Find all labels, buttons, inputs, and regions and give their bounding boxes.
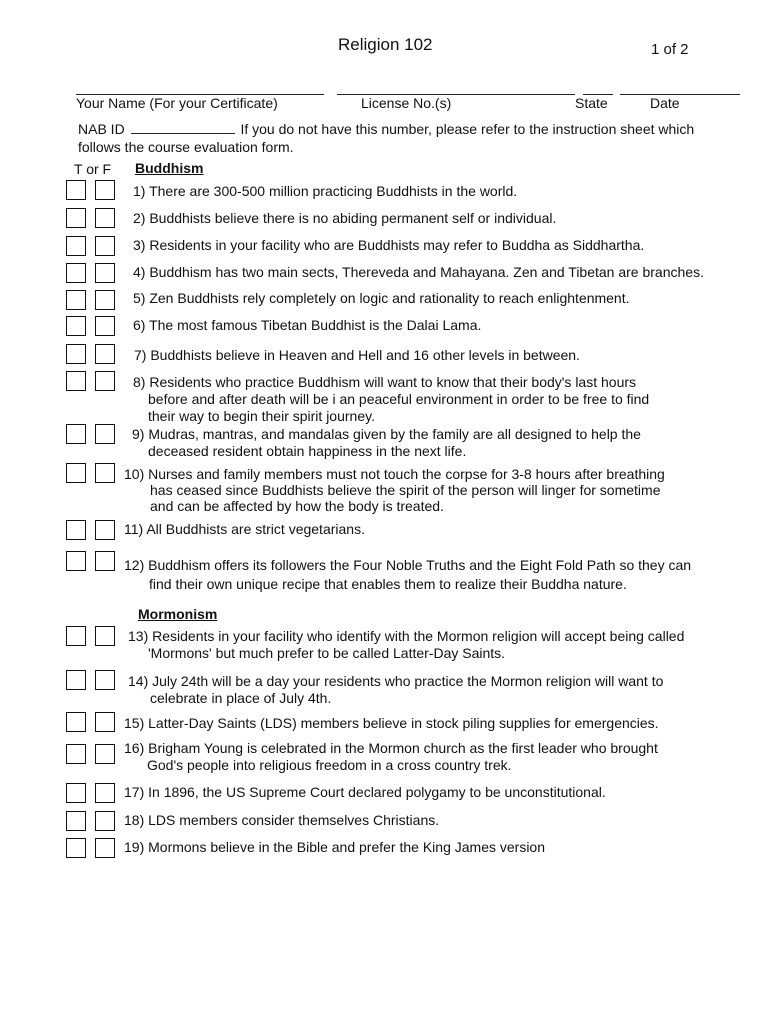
question-9 bbox=[132, 426, 641, 460]
section-heading-mormonism: Mormonism bbox=[138, 606, 218, 622]
question-13-line: 13) Residents in your facility who identify with the Mormon religion will accept being called bbox=[128, 628, 685, 644]
q3-false-checkbox[interactable] bbox=[95, 236, 115, 256]
question-17-line: 17) In 1896, the US Supreme Court declared polygamy to be unconstitutional. bbox=[124, 784, 606, 800]
q2-false-checkbox[interactable] bbox=[95, 208, 115, 228]
question-17 bbox=[124, 784, 606, 801]
question-5 bbox=[133, 290, 630, 307]
question-9-line: 9) Mudras, mantras, and mandalas given by the family are all designed to help the bbox=[132, 426, 641, 442]
q19-true-checkbox[interactable] bbox=[66, 838, 86, 858]
question-12-line: find their own unique recipe that enables them to realize their Buddha nature. bbox=[149, 576, 627, 592]
question-13 bbox=[128, 628, 684, 662]
q13-false-checkbox[interactable] bbox=[95, 626, 115, 646]
q16-true-checkbox[interactable] bbox=[66, 744, 86, 764]
question-2-line: 2) Buddhists believe there is no abiding permanent self or individual. bbox=[133, 210, 557, 226]
question-12-line: 12) Buddhism offers its followers the Four Noble Truths and the Eight Fold Path so they can bbox=[124, 557, 692, 573]
question-19-line: 19) Mormons believe in the Bible and prefer the King James version bbox=[124, 839, 545, 855]
q3-true-checkbox[interactable] bbox=[66, 236, 86, 256]
question-8-line: 8) Residents who practice Buddhism will want to know that their body's last hours bbox=[133, 374, 637, 390]
question-8-line: their way to begin their spirit journey. bbox=[148, 408, 375, 424]
q12-true-checkbox[interactable] bbox=[66, 551, 86, 571]
state-field-label: State bbox=[575, 95, 608, 111]
q1-false-checkbox[interactable] bbox=[95, 180, 115, 200]
q19-false-checkbox[interactable] bbox=[95, 838, 115, 858]
date-field-line[interactable] bbox=[620, 94, 740, 95]
question-1-line: 1) There are 300-500 million practicing Buddhists in the world. bbox=[133, 183, 518, 199]
question-16 bbox=[124, 740, 658, 774]
q8-false-checkbox[interactable] bbox=[95, 371, 115, 391]
q14-true-checkbox[interactable] bbox=[66, 670, 86, 690]
q5-true-checkbox[interactable] bbox=[66, 290, 86, 310]
question-8-line: before and after death will be i an peaceful environment in order to be free to find bbox=[148, 391, 650, 407]
q10-true-checkbox[interactable] bbox=[66, 463, 86, 483]
q6-true-checkbox[interactable] bbox=[66, 316, 86, 336]
q9-false-checkbox[interactable] bbox=[95, 424, 115, 444]
q15-true-checkbox[interactable] bbox=[66, 712, 86, 732]
q5-false-checkbox[interactable] bbox=[95, 290, 115, 310]
question-4-line: 4) Buddhism has two main sects, Thereveda and Mahayana. Zen and Tibetan are branches. bbox=[133, 264, 704, 280]
q11-false-checkbox[interactable] bbox=[95, 520, 115, 540]
q18-true-checkbox[interactable] bbox=[66, 811, 86, 831]
page-title: Religion 102 bbox=[338, 35, 433, 54]
nab-id-text-line1: If you do not have this number, please refer to the instruction sheet which bbox=[240, 121, 695, 137]
q8-true-checkbox[interactable] bbox=[66, 371, 86, 391]
question-12 bbox=[124, 556, 691, 594]
q15-false-checkbox[interactable] bbox=[95, 712, 115, 732]
question-7 bbox=[134, 347, 580, 364]
question-14-line: 14) July 24th will be a day your residents who practice the Mormon religion will want to bbox=[128, 673, 664, 689]
q18-false-checkbox[interactable] bbox=[95, 811, 115, 831]
question-16-line: 16) Brigham Young is celebrated in the Mormon church as the first leader who brought bbox=[124, 740, 658, 756]
question-10-line: and can be affected by how the body is treated. bbox=[150, 498, 444, 514]
date-field-label: Date bbox=[650, 95, 680, 111]
question-4 bbox=[133, 264, 704, 281]
question-3 bbox=[133, 237, 644, 254]
q12-false-checkbox[interactable] bbox=[95, 551, 115, 571]
question-15-line: 15) Latter-Day Saints (LDS) members believe in stock piling supplies for emergencies. bbox=[124, 715, 659, 731]
question-16-line: God's people into religious freedom in a cross country trek. bbox=[147, 757, 512, 773]
question-10-line: has ceased since Buddhists believe the spirit of the person will linger for sometime bbox=[150, 482, 661, 498]
question-6-line: 6) The most famous Tibetan Buddhist is the Dalai Lama. bbox=[133, 317, 482, 333]
name-field-label: Your Name (For your Certificate) bbox=[76, 95, 278, 111]
q7-true-checkbox[interactable] bbox=[66, 344, 86, 364]
q17-false-checkbox[interactable] bbox=[95, 783, 115, 803]
license-field-label: License No.(s) bbox=[361, 95, 452, 111]
question-15 bbox=[124, 715, 659, 732]
question-2 bbox=[133, 210, 556, 227]
question-14 bbox=[128, 673, 663, 707]
question-18 bbox=[124, 812, 439, 829]
question-5-line: 5) Zen Buddhists rely completely on logic and rationality to reach enlightenment. bbox=[133, 290, 630, 306]
true-false-column-label: T or F bbox=[74, 161, 112, 177]
question-13-line: 'Mormons' but much prefer to be called Latter-Day Saints. bbox=[148, 645, 506, 661]
question-18-line: 18) LDS members consider themselves Christians. bbox=[124, 812, 440, 828]
question-9-line: deceased resident obtain happiness in the next life. bbox=[148, 443, 467, 459]
q7-false-checkbox[interactable] bbox=[95, 344, 115, 364]
nab-id-label: NAB ID bbox=[78, 121, 125, 137]
nab-id-instructions bbox=[78, 120, 748, 156]
question-10-line: 10) Nurses and family members must not touch the corpse for 3-8 hours after breathing bbox=[124, 466, 665, 482]
nab-id-field[interactable] bbox=[131, 121, 235, 134]
nab-id-text-line2: follows the course evaluation form. bbox=[78, 139, 294, 155]
q9-true-checkbox[interactable] bbox=[66, 424, 86, 444]
question-7-line: 7) Buddhists believe in Heaven and Hell and 16 other levels in between. bbox=[134, 347, 580, 363]
q6-false-checkbox[interactable] bbox=[95, 316, 115, 336]
q1-true-checkbox[interactable] bbox=[66, 180, 86, 200]
q4-true-checkbox[interactable] bbox=[66, 263, 86, 283]
q13-true-checkbox[interactable] bbox=[66, 626, 86, 646]
question-1 bbox=[133, 183, 517, 200]
question-14-line: celebrate in place of July 4th. bbox=[150, 690, 332, 706]
q2-true-checkbox[interactable] bbox=[66, 208, 86, 228]
question-10 bbox=[124, 466, 665, 514]
page-number: 1 of 2 bbox=[651, 41, 689, 58]
q16-false-checkbox[interactable] bbox=[95, 744, 115, 764]
q14-false-checkbox[interactable] bbox=[95, 670, 115, 690]
q11-true-checkbox[interactable] bbox=[66, 520, 86, 540]
section-heading-buddhism: Buddhism bbox=[135, 160, 204, 176]
question-3-line: 3) Residents in your facility who are Buddhists may refer to Buddha as Siddhartha. bbox=[133, 237, 645, 253]
q17-true-checkbox[interactable] bbox=[66, 783, 86, 803]
question-11 bbox=[124, 521, 365, 538]
question-6 bbox=[133, 317, 481, 334]
q10-false-checkbox[interactable] bbox=[95, 463, 115, 483]
question-8 bbox=[133, 374, 649, 425]
q4-false-checkbox[interactable] bbox=[95, 263, 115, 283]
question-19 bbox=[124, 839, 545, 856]
question-11-line: 11) All Buddhists are strict vegetarians. bbox=[124, 521, 365, 537]
